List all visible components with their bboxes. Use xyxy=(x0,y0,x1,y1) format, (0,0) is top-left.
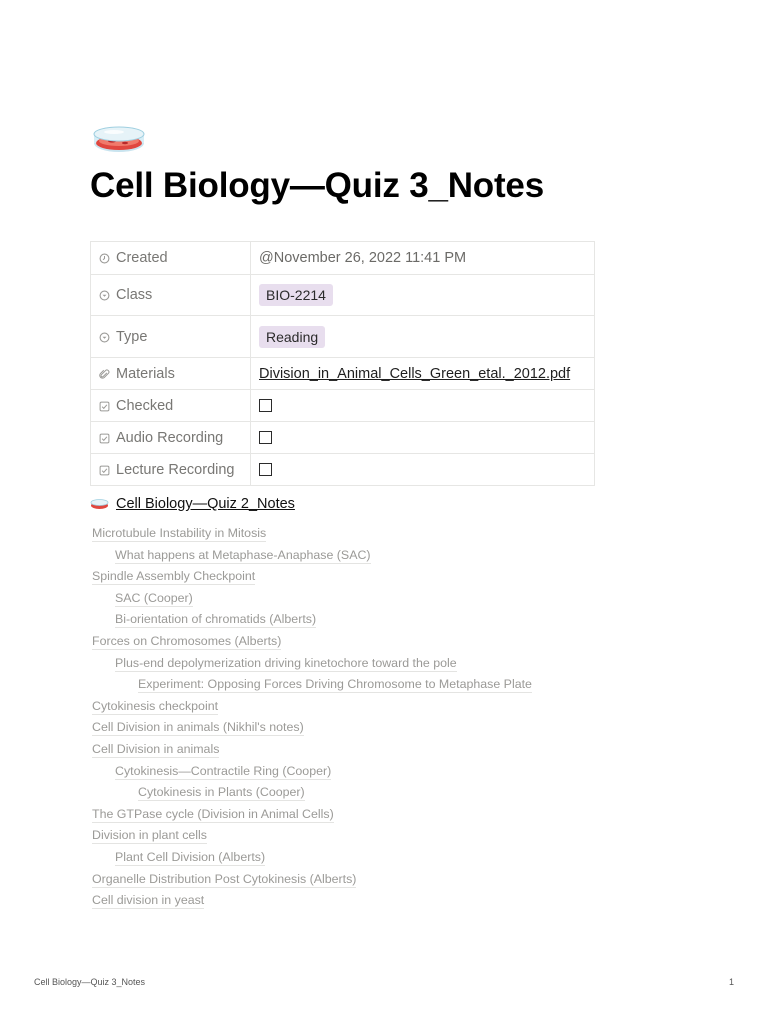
property-row-created xyxy=(91,242,595,275)
property-label: Lecture Recording xyxy=(116,461,235,478)
toc-item[interactable] xyxy=(92,850,692,872)
toc-link[interactable]: Experiment: Opposing Forces Driving Chromosome to Metaphase Plate xyxy=(138,677,532,692)
toc-item[interactable] xyxy=(92,720,692,742)
select-icon xyxy=(99,290,110,301)
property-label: Audio Recording xyxy=(116,429,224,446)
property-row-class[interactable] xyxy=(91,275,595,316)
petri-dish-icon xyxy=(90,498,109,510)
footer-page-number: 1 xyxy=(728,977,734,987)
checked-value[interactable] xyxy=(251,390,595,422)
class-value[interactable] xyxy=(251,275,595,316)
toc-item[interactable] xyxy=(92,828,692,850)
toc-link[interactable]: Cell division in yeast xyxy=(92,893,205,908)
table-of-contents xyxy=(92,526,692,915)
toc-item[interactable] xyxy=(92,893,692,915)
property-row-type[interactable] xyxy=(91,316,595,358)
toc-link[interactable]: What happens at Metaphase-Anaphase (SAC) xyxy=(115,547,371,562)
toc-item[interactable] xyxy=(92,569,692,591)
toc-link[interactable]: The GTPase cycle (Division in Animal Cells) xyxy=(92,806,334,821)
property-label: Class xyxy=(116,287,153,303)
toc-item[interactable] xyxy=(92,548,692,570)
type-value[interactable] xyxy=(251,316,595,358)
toc-item[interactable] xyxy=(92,656,692,678)
toc-link[interactable]: Plant Cell Division (Alberts) xyxy=(115,849,266,864)
toc-item[interactable] xyxy=(92,591,692,613)
materials-file-link[interactable]: Division_in_Animal_Cells_Green_etal._2012.pdf xyxy=(259,365,571,382)
toc-link[interactable]: Spindle Assembly Checkpoint xyxy=(92,569,256,584)
clock-icon xyxy=(99,253,110,264)
property-name-class xyxy=(91,275,251,316)
linked-page-link[interactable] xyxy=(90,496,295,512)
toc-link[interactable]: Organelle Distribution Post Cytokinesis (Alberts) xyxy=(92,871,357,886)
toc-item[interactable] xyxy=(92,785,692,807)
lecture-recording-checkbox[interactable] xyxy=(259,463,272,476)
toc-item[interactable] xyxy=(92,699,692,721)
property-row-materials[interactable] xyxy=(91,358,595,390)
property-label: Checked xyxy=(116,397,174,414)
property-row-audio-recording[interactable] xyxy=(91,422,595,454)
toc-item[interactable] xyxy=(92,612,692,634)
select-icon xyxy=(99,332,110,343)
toc-link[interactable]: Plus-end depolymerization driving kinetochore toward the pole xyxy=(115,655,457,670)
property-label: Created xyxy=(116,250,168,266)
property-name-lecture-recording xyxy=(91,454,251,486)
checked-checkbox[interactable] xyxy=(259,399,272,412)
audio-recording-checkbox[interactable] xyxy=(259,431,272,444)
checkbox-icon xyxy=(99,465,110,476)
linked-page-title[interactable]: Cell Biology—Quiz 2_Notes xyxy=(116,496,295,512)
toc-item[interactable] xyxy=(92,807,692,829)
toc-link[interactable]: Microtubule Instability in Mitosis xyxy=(92,526,267,540)
toc-item[interactable] xyxy=(92,634,692,656)
toc-link[interactable]: SAC (Cooper) xyxy=(115,590,193,605)
property-label: Type xyxy=(116,328,148,345)
property-name-audio-recording xyxy=(91,422,251,454)
class-tag[interactable]: BIO-2214 xyxy=(259,284,333,306)
property-label: Materials xyxy=(116,365,175,382)
toc-link[interactable]: Cytokinesis in Plants (Cooper) xyxy=(138,785,305,800)
toc-item[interactable] xyxy=(92,677,692,699)
toc-link[interactable]: Cell Division in animals xyxy=(92,741,220,756)
page-title: Cell Biology—Quiz 3_Notes xyxy=(90,166,544,205)
lecture-recording-value[interactable] xyxy=(251,454,595,486)
paperclip-icon xyxy=(99,369,110,380)
footer-title: Cell Biology—Quiz 3_Notes xyxy=(34,977,146,987)
materials-value[interactable] xyxy=(251,358,595,390)
toc-item[interactable] xyxy=(92,742,692,764)
property-name-created xyxy=(91,242,251,275)
toc-item[interactable] xyxy=(92,526,692,548)
property-name-type xyxy=(91,316,251,358)
property-name-checked xyxy=(91,390,251,422)
toc-link[interactable]: Cell Division in animals (Nikhil's notes) xyxy=(92,720,304,735)
toc-link[interactable]: Bi-orientation of chromatids (Alberts) xyxy=(115,612,317,627)
property-name-materials xyxy=(91,358,251,390)
properties-table xyxy=(90,241,595,486)
toc-link[interactable]: Cytokinesis checkpoint xyxy=(92,698,219,713)
toc-item[interactable] xyxy=(92,764,692,786)
checkbox-icon xyxy=(99,433,110,444)
property-row-checked[interactable] xyxy=(91,390,595,422)
toc-link[interactable]: Forces on Chromosomes (Alberts) xyxy=(92,633,282,648)
toc-link[interactable]: Cytokinesis—Contractile Ring (Cooper) xyxy=(115,763,332,778)
toc-link[interactable]: Division in plant cells xyxy=(92,828,208,843)
type-tag[interactable]: Reading xyxy=(259,326,325,348)
property-row-lecture-recording[interactable] xyxy=(91,454,595,486)
checkbox-icon xyxy=(99,401,110,412)
created-value: @November 26, 2022 11:41 PM xyxy=(251,242,595,275)
toc-item[interactable] xyxy=(92,872,692,894)
audio-recording-value[interactable] xyxy=(251,422,595,454)
petri-dish-icon xyxy=(92,124,146,154)
